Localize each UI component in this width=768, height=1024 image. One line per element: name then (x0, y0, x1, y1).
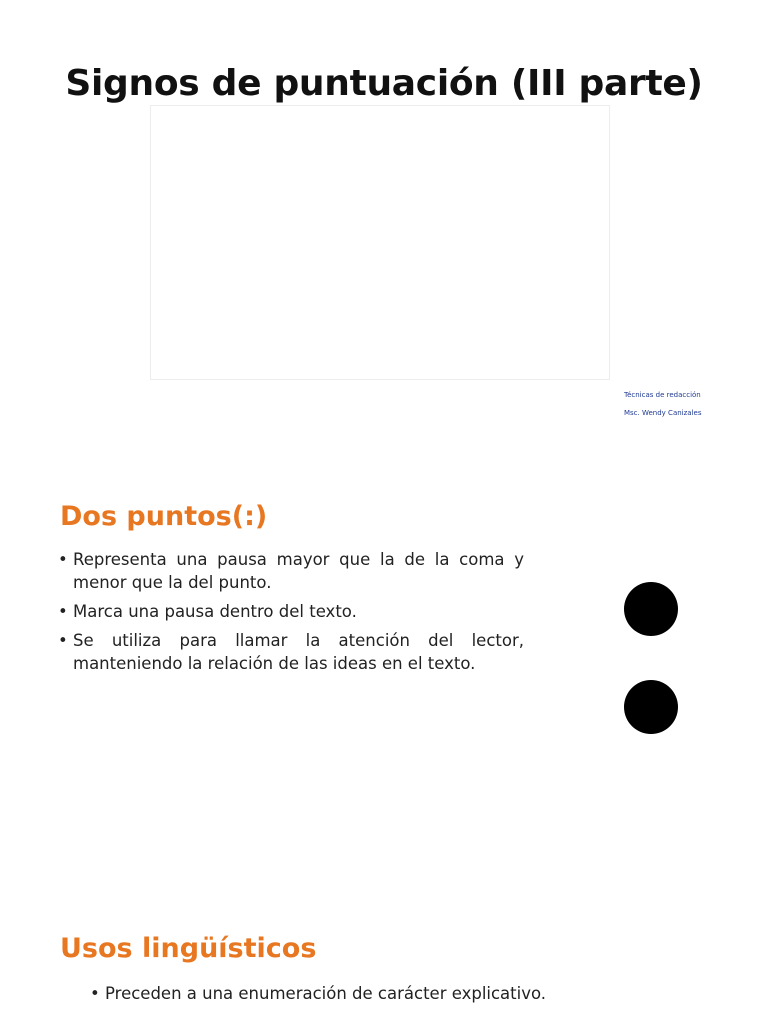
colon-bottom-dot (624, 680, 678, 734)
bullet-item: • Preceden a una enumeración de carácter explicativo. (90, 982, 650, 1005)
colon-top-dot (624, 582, 678, 636)
section-heading-dos-puntos: Dos puntos(:) (60, 501, 268, 533)
credit-author: Msc. Wendy Canizales (624, 409, 702, 417)
page-title: Signos de puntuación (III parte) (65, 63, 703, 105)
bullet-item: • Marca una pausa dentro del texto. (58, 600, 524, 623)
dos-puntos-bullet-list (58, 548, 524, 681)
punctuation-cartoon-illustration (150, 105, 610, 380)
credit-course: Técnicas de redacción (624, 391, 701, 399)
usos-bullet-list (90, 982, 650, 1011)
bullet-item: • Representa una pausa mayor que la de la coma y menor que la del punto. (58, 548, 524, 594)
section-heading-usos-linguisticos: Usos lingüísticos (60, 933, 317, 965)
bullet-item: • Se utiliza para llamar la atención del lector, manteniendo la relación de las ideas en el texto. (58, 629, 524, 675)
